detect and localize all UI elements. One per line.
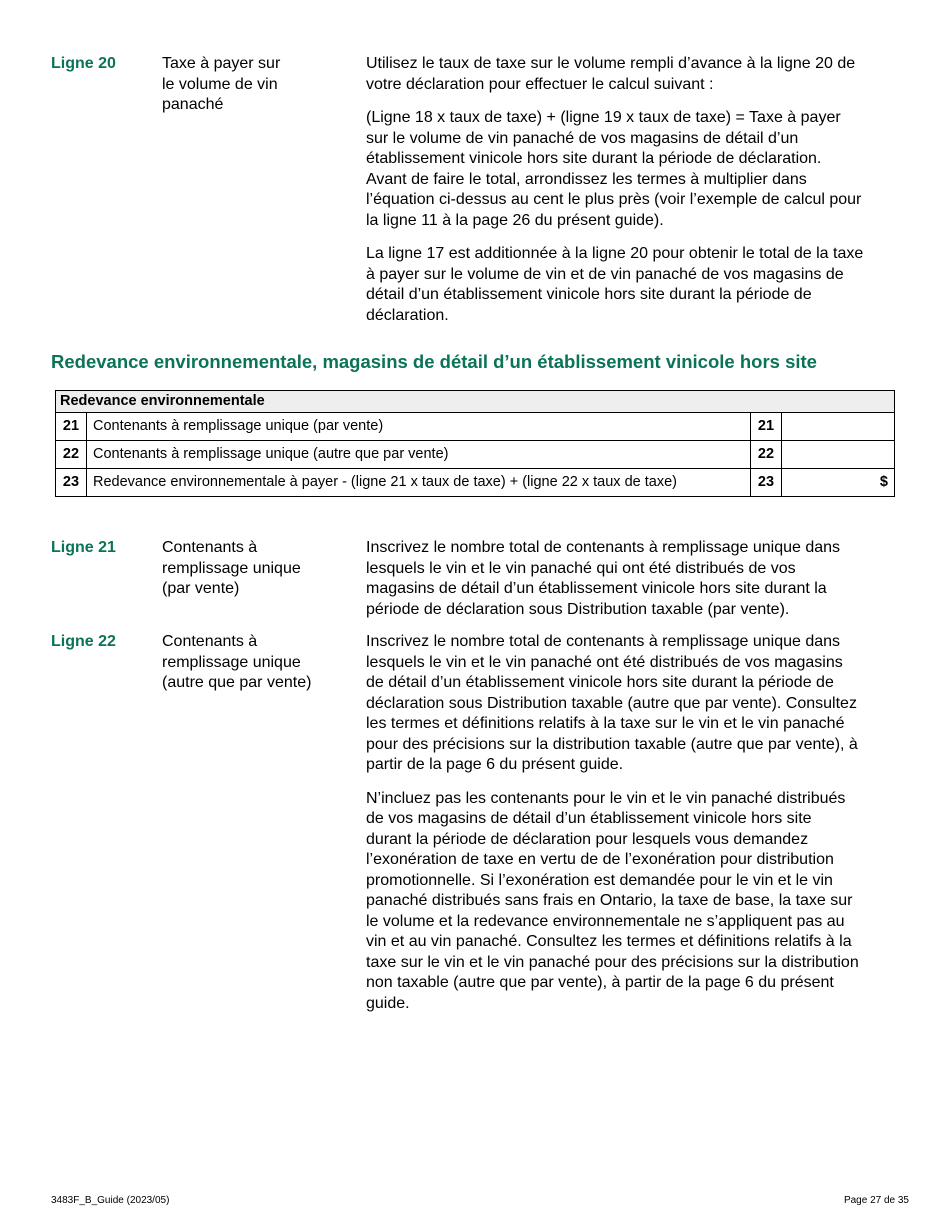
text-line: les termes et définitions relatifs à la taxe sur le vin et le vin panaché <box>366 715 845 732</box>
text-line: l’équation ci-dessus au cent le plus près (voir l’exemple de calcul pour <box>366 191 862 208</box>
paragraph <box>366 632 911 776</box>
ligne-20-body <box>366 54 911 339</box>
text-line: lesquels le vin et le vin panaché ont été distribués de vos magasins <box>366 653 843 671</box>
text-line: magasins de détail d’un établissement vinicole hors site durant la <box>366 580 827 597</box>
text-line: Taxe à payer sur <box>162 55 281 72</box>
amount-field[interactable]: $ <box>782 469 895 497</box>
environmental-fee-table <box>55 390 895 497</box>
text-line: pour des précisions sur la distribution taxable (autre que par vente), à <box>366 735 858 753</box>
text-line: panaché <box>162 96 224 113</box>
text-line: déclaration sous Distribution taxable (autre que par vente). Consultez <box>366 694 857 712</box>
row-number: 21 <box>56 413 87 441</box>
ligne-21-title <box>162 538 352 600</box>
text-line: lesquels le vin et le vin panaché qui ont été distribués de vos <box>366 559 796 577</box>
box-number: 22 <box>751 441 782 469</box>
text-line: vin et au vin panaché. Consultez les termes et définitions relatifs à la <box>366 933 852 950</box>
text-line: non taxable (autre que par vente), à partir de la page 6 du présent <box>366 974 834 991</box>
ligne-21-label: Ligne 21 <box>51 539 116 556</box>
box-number: 23 <box>751 469 782 497</box>
text-line: la ligne 11 à la page 26 du présent guide). <box>366 211 664 229</box>
form-id: 3483F_B_Guide (2023/05) <box>51 1195 170 1206</box>
row-number: 22 <box>56 441 87 469</box>
row-description: Redevance environnementale à payer - (ligne 21 x taux de taxe) + (ligne 22 x taux de taxe) <box>87 469 751 497</box>
table-row <box>56 413 895 441</box>
row-description: Contenants à remplissage unique (autre que par vente) <box>87 441 751 469</box>
paragraph <box>366 244 911 326</box>
text-line: La ligne 17 est additionnée à la ligne 20 pour obtenir le total de la taxe <box>366 245 864 262</box>
paragraph <box>366 54 911 95</box>
text-line: partir de la page 6 du présent guide. <box>366 756 624 773</box>
text-line: détail d’un établissement vinicole hors site durant la période de <box>366 286 812 303</box>
text-line: de vos magasins de détail d’un établissement vinicole hors site <box>366 810 812 827</box>
text-line: taxe sur le vin et le vin panaché pour des précisions sur la distribution <box>366 953 859 971</box>
text-line: déclaration. <box>366 306 449 324</box>
paragraph <box>366 108 911 231</box>
text-line: période de déclaration sous Distribution taxable (par vente). <box>366 600 790 618</box>
ligne-21-body <box>366 538 911 633</box>
ligne-20-title <box>162 54 352 116</box>
text-line: votre déclaration pour effectuer le calcul suivant : <box>366 75 714 93</box>
text-line: Contenants à <box>162 539 258 556</box>
box-number: 21 <box>751 413 782 441</box>
row-description: Contenants à remplissage unique (par vente) <box>87 413 751 441</box>
ligne-22-label: Ligne 22 <box>51 633 116 650</box>
paragraph <box>366 538 911 620</box>
text-line: panaché distribués sans frais en Ontario, la taxe de base, la taxe sur <box>366 892 853 909</box>
text-line: à payer sur le volume de vin et de vin panaché de vos magasins de <box>366 265 844 283</box>
amount-field[interactable] <box>782 441 895 469</box>
table-header: Redevance environnementale <box>56 391 895 413</box>
text-line: durant la période de déclaration pour lesquels vous demandez <box>366 830 809 848</box>
text-line: l’exonération de taxe en vertu de de l’exonération pour distribution <box>366 851 834 868</box>
table-row <box>56 469 895 497</box>
text-line: de détail d’un établissement vinicole hors site durant la période de <box>366 674 834 691</box>
text-line: le volume et la redevance environnementale ne s’appliquent pas au <box>366 912 845 930</box>
table-row <box>56 441 895 469</box>
ligne-22-body <box>366 632 911 1027</box>
section-heading: Redevance environnementale, magasins de détail d’un établissement vinicole hors site <box>51 351 817 372</box>
text-line: sur le volume de vin panaché de vos magasins de détail d’un <box>366 129 799 147</box>
text-line: guide. <box>366 994 410 1012</box>
page-number: Page 27 de 35 <box>843 1195 909 1206</box>
text-line: établissement vinicole hors site durant la période de déclaration. <box>366 150 822 167</box>
text-line: promotionnelle. Si l’exonération est demandée pour le vin et le vin <box>366 871 833 889</box>
text-line: (autre que par vente) <box>162 674 312 691</box>
text-line: Inscrivez le nombre total de contenants à remplissage unique dans <box>366 539 841 556</box>
ligne-20-label: Ligne 20 <box>51 55 116 72</box>
text-line: le volume de vin <box>162 75 278 93</box>
row-number: 23 <box>56 469 87 497</box>
text-line: Avant de faire le total, arrondissez les termes à multiplier dans <box>366 170 807 188</box>
text-line: Inscrivez le nombre total de contenants à remplissage unique dans <box>366 633 841 650</box>
paragraph <box>366 789 911 1015</box>
amount-field[interactable] <box>782 413 895 441</box>
ligne-22-title <box>162 632 352 694</box>
text-line: Contenants à <box>162 633 258 650</box>
text-line: remplissage unique <box>162 559 301 577</box>
text-line: remplissage unique <box>162 653 301 671</box>
text-line: (par vente) <box>162 580 240 597</box>
text-line: Utilisez le taux de taxe sur le volume rempli d’avance à la ligne 20 de <box>366 55 856 72</box>
text-line: N’incluez pas les contenants pour le vin et le vin panaché distribués <box>366 789 846 807</box>
text-line: (Ligne 18 x taux de taxe) + (ligne 19 x taux de taxe) = Taxe à payer <box>366 109 841 126</box>
